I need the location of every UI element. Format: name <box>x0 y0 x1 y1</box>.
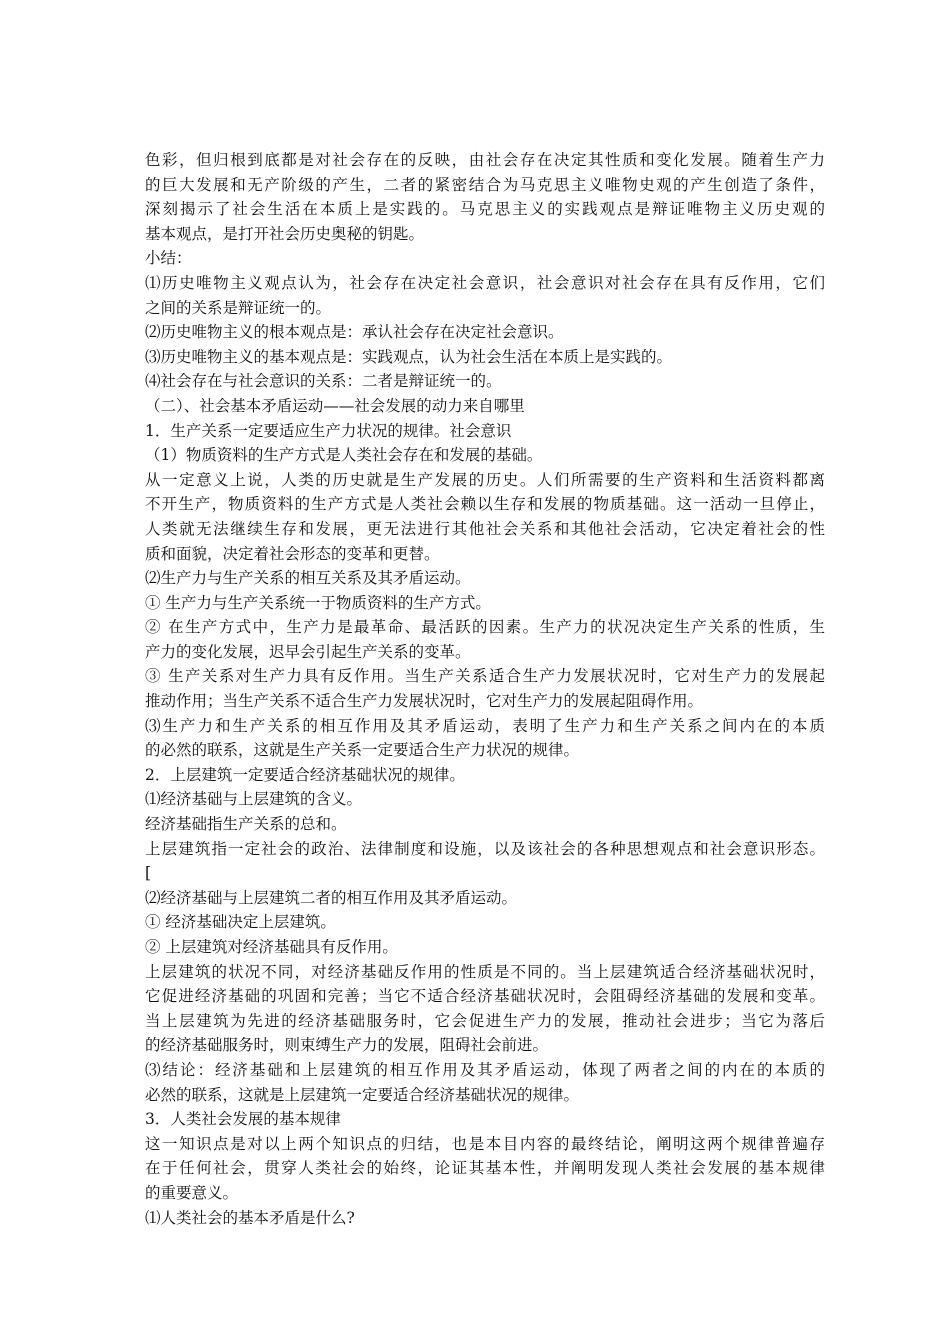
text-line: ⑶结论：经济基础和上层建筑的相互作用及其矛盾运动，体现了两者之间的内在的本质的 <box>145 1060 825 1079</box>
document-body <box>145 148 825 1230</box>
text-line: 之间的关系是辩证统一的。 <box>145 298 332 317</box>
text-line: 的重要意义。 <box>145 1183 239 1202</box>
text-line: 上层建筑的状况不同，对经济基础反作用的性质是不同的。当上层建筑适合经济基础状况时， <box>145 962 825 981</box>
text-line: ⑶历史唯物主义的基本观点是：实践观点，认为社会生活在本质上是实践的。 <box>145 347 673 366</box>
text-line: 小结： <box>145 249 192 268</box>
text-line: ⑴经济基础与上层建筑的含义。 <box>145 790 363 809</box>
text-line: 深刻揭示了社会生活在本质上是实践的。马克思主义的实践观点是辩证唯物主义历史观的 <box>145 200 825 219</box>
text-line: 质和面貌，决定着社会形态的变革和更替。 <box>145 544 440 563</box>
text-line: 2．上层建筑一定要适合经济基础状况的规律。 <box>145 765 465 784</box>
text-line: 色彩，但归根到底都是对社会存在的反映，由社会存在决定其性质和变化发展。随着生产力 <box>145 151 825 169</box>
text-line: ① 生产力与生产关系统一于物质资料的生产方式。 <box>145 593 491 612</box>
text-line: 这一知识点是对以上两个知识点的归结，也是本目内容的最终结论，阐明这两个规律普遍存 <box>145 1134 825 1153</box>
text-line: ③ 生产关系对生产力具有反作用。当生产关系适合生产力发展状况时，它对生产力的发展起 <box>145 667 825 686</box>
text-line: 在于任何社会，贯穿人类社会的始终，论证其基本性，并阐明发现人类社会发展的基本规律 <box>145 1159 825 1178</box>
text-line: 不开生产，物质资料的生产方式是人类社会赖以生存和发展的物质基础。这一活动一旦停止， <box>145 495 825 514</box>
text-line: 上层建筑指一定社会的政治、法律制度和设施，以及该社会的各种思想观点和社会意识形态。 <box>145 839 825 858</box>
text-line: ⑶生产力和生产关系的相互作用及其矛盾运动，表明了生产力和生产关系之间内在的本质 <box>145 716 825 735</box>
text-line: （1）物质资料的生产方式是人类社会存在和发展的基础。 <box>145 446 543 465</box>
text-line: 经济基础指生产关系的总和。 <box>145 815 347 834</box>
text-line: 产力的变化发展，迟早会引起生产关系的变革。 <box>145 642 471 661</box>
text-line: ⑵经济基础与上层建筑二者的相互作用及其矛盾运动。 <box>145 888 518 907</box>
text-line: ② 在生产方式中，生产力是最革命、最活跃的因素。生产力的状况决定生产关系的性质，生 <box>145 618 825 637</box>
text-line: 必然的联系，这就是上层建筑一定要适合经济基础状况的规律。 <box>145 1085 580 1104</box>
text-line: 1．生产关系一定要适应生产力状况的规律。社会意识 <box>145 421 512 440</box>
text-line: ⑴历史唯物主义观点认为，社会存在决定社会意识，社会意识对社会存在具有反作用，它们 <box>145 273 825 292</box>
text-line: 当上层建筑为先进的经济基础服务时，它会促进生产力的发展，推动社会进步；当它为落后 <box>145 1011 825 1030</box>
text-line: 它促进经济基础的巩固和完善；当它不适合经济基础状况时，会阻碍经济基础的发展和变革。 <box>145 987 825 1006</box>
text-line: [ <box>145 864 152 883</box>
text-line: ⑵生产力与生产关系的相互关系及其矛盾运动。 <box>145 569 471 588</box>
text-line: 的必然的联系，这就是生产关系一定要适合生产力状况的规律。 <box>145 741 580 760</box>
text-line: ② 上层建筑对经济基础具有反作用。 <box>145 938 398 956</box>
text-line: ⑵历史唯物主义的根本观点是：承认社会存在决定社会意识。 <box>145 323 564 342</box>
text-line: （二）、社会基本矛盾运动——社会发展的动力来自哪里 <box>145 396 525 415</box>
text-line: 推动作用；当生产关系不适合生产力发展状况时，它对生产力的发展起阻碍作用。 <box>145 692 704 711</box>
text-line: ⑷社会存在与社会意识的关系：二者是辩证统一的。 <box>145 372 502 391</box>
text-line: 的巨大发展和无产阶级的产生，二者的紧密结合为马克思主义唯物史观的产生创造了条件， <box>145 175 825 194</box>
text-line: 3．人类社会发展的基本规律 <box>145 1110 341 1129</box>
text-line: 基本观点，是打开社会历史奥秘的钥匙。 <box>145 224 425 243</box>
text-line: ① 经济基础决定上层建筑。 <box>145 913 336 932</box>
text-line: 的经济基础服务时，则束缚生产力的发展，阻碍社会前进。 <box>145 1036 549 1055</box>
text-line: 人类就无法继续生存和发展，更无法进行其他社会关系和其他社会活动，它决定着社会的性 <box>145 519 825 538</box>
text-line: 从一定意义上说，人类的历史就是生产发展的历史。人们所需要的生产资料和生活资料都离 <box>145 470 825 489</box>
text-line: ⑴人类社会的基本矛盾是什么? <box>145 1208 355 1227</box>
